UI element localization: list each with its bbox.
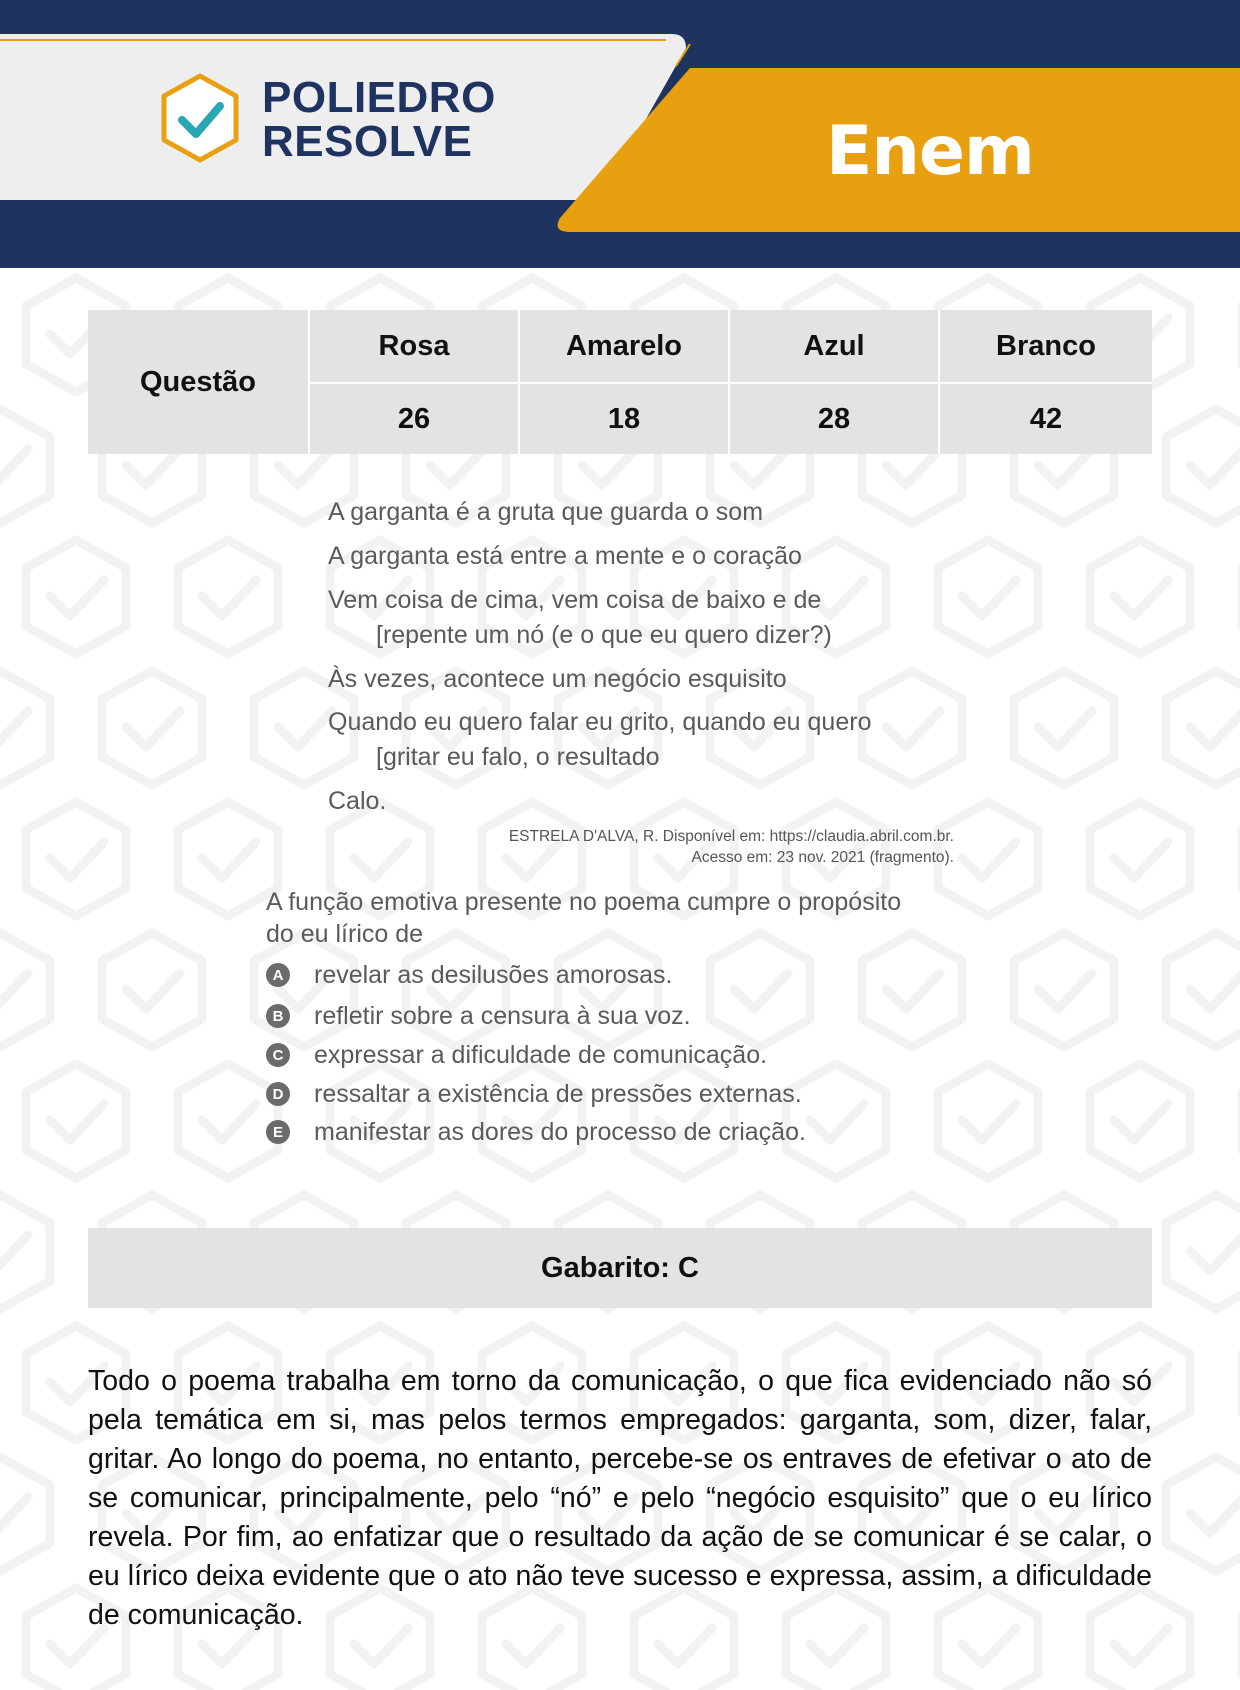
option-letter-badge: A bbox=[266, 963, 290, 987]
source-line: ESTRELA D'ALVA, R. Disponível em: https://claudia.abril.com.br. bbox=[508, 828, 954, 845]
column-amarelo-number: 18 bbox=[518, 382, 728, 454]
explanation-text: Todo o poema trabalha em torno da comunicação, o que fica evidenciado não só pela temática em si, mas pelos termos empregados: garganta, som, dizer, falar, gritar. Ao longo do poema, no entanto, percebe-se os entraves de efetivar o ato de se comunicar, principalmente, pelo “nó” e pelo “negócio esquisito” que o eu lírico revela. Por fim, ao enfatizar que o resultado da ação de se comunicar é se calar, o eu lírico deixa evidente que o ato não teve sucesso e expressa, assim, a dificuldade de comunicação. bbox=[88, 1365, 1152, 1631]
stem-line: do eu lírico de bbox=[266, 920, 424, 948]
option-c bbox=[266, 1040, 768, 1070]
column-azul-number: 28 bbox=[728, 382, 938, 454]
poem-line: A garganta está entre a mente e o coração bbox=[328, 542, 802, 570]
column-rosa-header: Rosa bbox=[308, 310, 518, 382]
poem-line: Vem coisa de cima, vem coisa de baixo e de bbox=[328, 586, 822, 614]
option-d bbox=[266, 1079, 802, 1109]
option-letter-badge: D bbox=[266, 1082, 290, 1106]
logo-text-poliedro: POLIEDRO bbox=[262, 73, 496, 122]
question-stem bbox=[266, 886, 966, 950]
column-amarelo-header: Amarelo bbox=[518, 310, 728, 382]
column-azul-header: Azul bbox=[728, 310, 938, 382]
column-branco-header: Branco bbox=[938, 310, 1152, 382]
poem-line: [repente um nó (e o que eu quero dizer?) bbox=[376, 621, 832, 649]
option-letter-badge: E bbox=[266, 1120, 290, 1144]
option-e bbox=[266, 1117, 806, 1147]
option-text: revelar as desilusões amorosas. bbox=[314, 961, 673, 989]
poem-line: Calo. bbox=[328, 787, 387, 815]
poem-line: [gritar eu falo, o resultado bbox=[376, 743, 660, 771]
column-rosa-number: 26 bbox=[308, 382, 518, 454]
poem-line: Às vezes, acontece um negócio esquisito bbox=[328, 665, 787, 693]
poem-line: Quando eu quero falar eu grito, quando eu quero bbox=[328, 708, 872, 736]
source-line: Acesso em: 23 nov. 2021 (fragmento). bbox=[691, 849, 954, 866]
logo-text-resolve: RESOLVE bbox=[262, 117, 473, 166]
stem-line: A função emotiva presente no poema cumpre o propósito bbox=[266, 888, 902, 916]
option-a bbox=[266, 960, 673, 990]
column-branco-number: 42 bbox=[938, 382, 1152, 454]
exam-title: Enem bbox=[826, 112, 1034, 191]
option-b bbox=[266, 1001, 691, 1031]
question-number-table bbox=[88, 310, 1152, 454]
option-text: refletir sobre a censura à sua voz. bbox=[314, 1002, 691, 1030]
question-label: Questão bbox=[88, 310, 308, 454]
option-text: expressar a dificuldade de comunicação. bbox=[314, 1041, 768, 1069]
poem-source bbox=[509, 826, 954, 868]
option-text: ressaltar a existência de pressões externas. bbox=[314, 1080, 802, 1108]
poem-line: A garganta é a gruta que guarda o som bbox=[328, 498, 764, 526]
option-letter-badge: B bbox=[266, 1004, 290, 1028]
answer-key: Gabarito: C bbox=[88, 1228, 1152, 1308]
option-text: manifestar as dores do processo de criação. bbox=[314, 1118, 806, 1146]
option-letter-badge: C bbox=[266, 1043, 290, 1067]
